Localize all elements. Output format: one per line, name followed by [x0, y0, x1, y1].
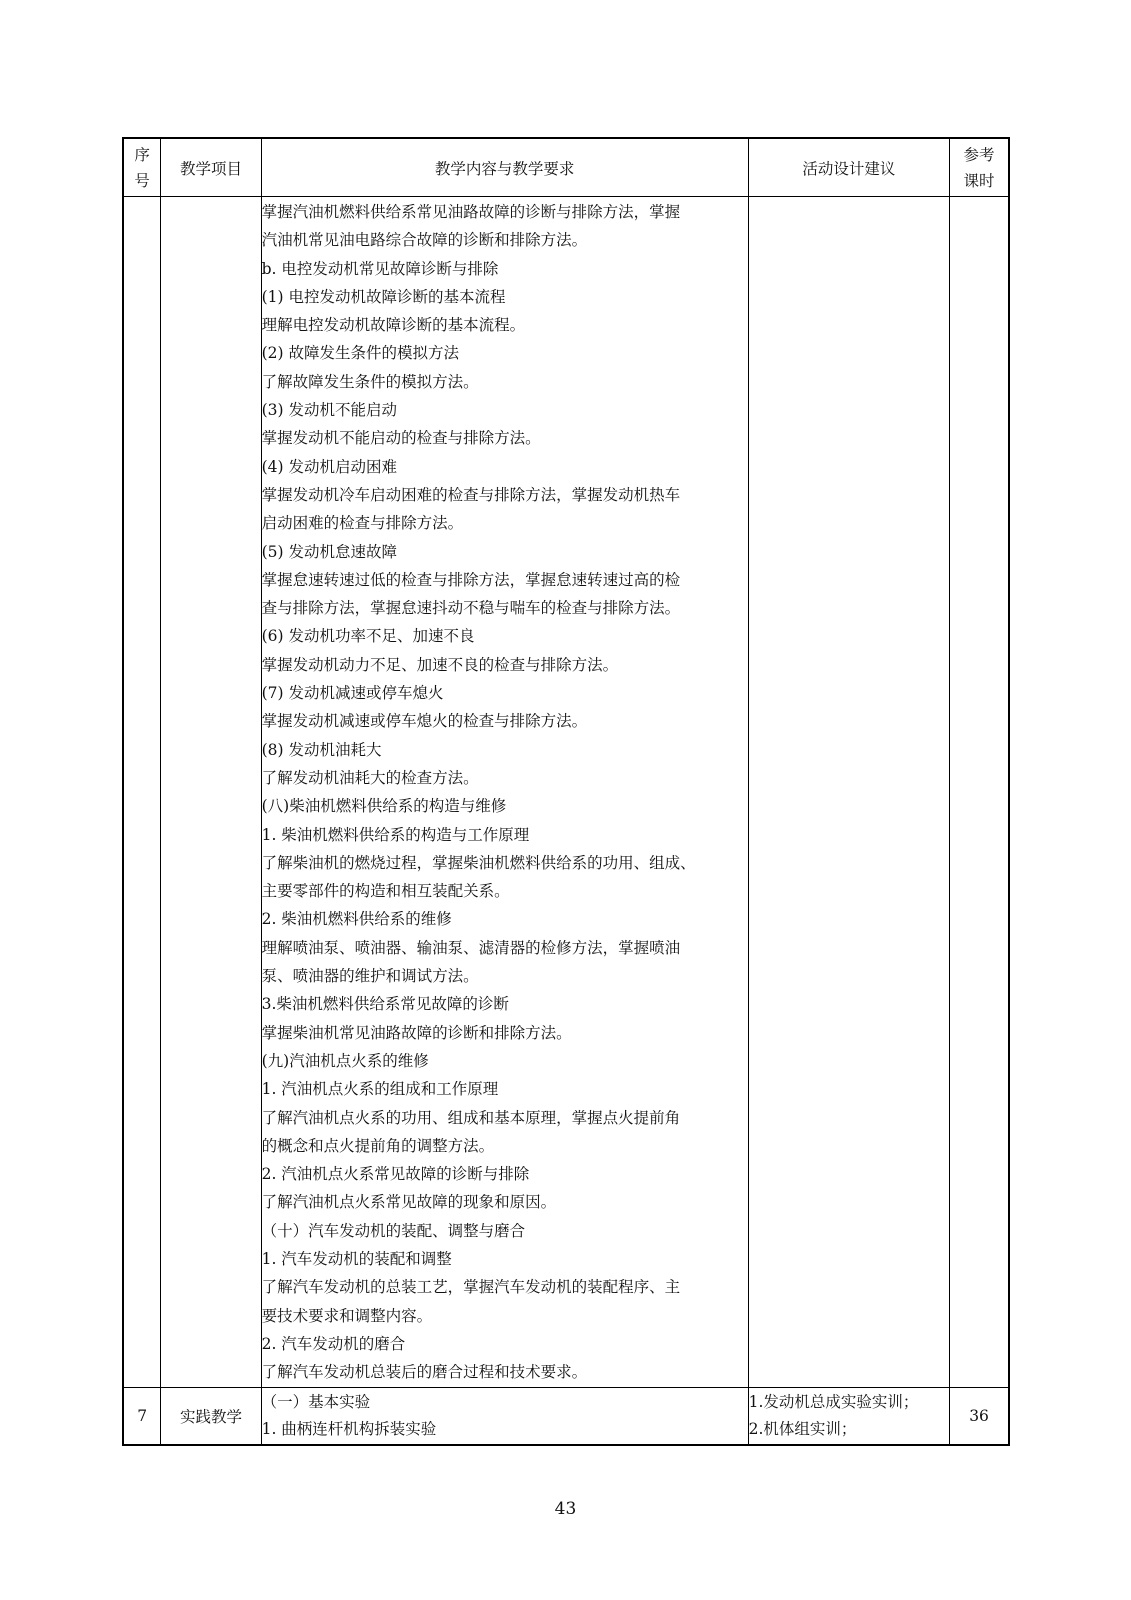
content-line: 2. 汽油机点火系常见故障的诊断与排除 [261, 1165, 530, 1184]
content-line: 掌握发动机动力不足、加速不良的检查与排除方法。 [261, 655, 619, 674]
content-line: (1) 电控发动机故障诊断的基本流程 [261, 287, 506, 306]
content-lines [262, 198, 748, 1386]
content-line: 主要零部件的构造和相互装配关系。 [261, 882, 510, 901]
header-hours-line2: 课时 [963, 171, 995, 190]
header-seq-line1: 序 [134, 145, 150, 164]
content-line: 了解汽油机点火系常见故障的现象和原因。 [261, 1193, 557, 1212]
header-hours-line1: 参考 [963, 145, 995, 164]
content-line: 查与排除方法，掌握怠速抖动不稳与喘车的检查与排除方法。 [261, 599, 681, 618]
content-line: 掌握发动机不能启动的检查与排除方法。 [261, 429, 541, 448]
cell-hours-7: 36 [950, 1388, 1009, 1446]
content-line: 掌握怠速转速过低的检查与排除方法，掌握怠速转速过高的检 [261, 570, 681, 589]
content-line: 泵、喷油器的维护和调试方法。 [261, 967, 479, 986]
header-seq-line2: 号 [134, 171, 150, 190]
content-line: （一）基本实验 [261, 1393, 371, 1412]
content-line: 1. 曲柄连杆机构拆装实验 [261, 1420, 437, 1439]
header-row [123, 138, 1009, 197]
activity-lines-7 [749, 1389, 950, 1443]
table-row-continued [123, 197, 1009, 1388]
content-line: 1. 汽车发动机的装配和调整 [261, 1249, 452, 1268]
content-line: 1. 柴油机燃料供给系的构造与工作原理 [261, 825, 530, 844]
content-line: 掌握发动机冷车启动困难的检查与排除方法，掌握发动机热车 [261, 485, 681, 504]
content-line: 1.发动机总成实验实训； [748, 1393, 919, 1412]
content-line: 了解汽车发动机总装后的磨合过程和技术要求。 [261, 1363, 588, 1382]
content-line: 理解喷油泵、喷油器、输油泵、滤清器的检修方法，掌握喷油 [261, 938, 681, 957]
content-line: 汽油机常见油电路综合故障的诊断和排除方法。 [261, 231, 588, 250]
content-line: 了解汽车发动机的总装工艺，掌握汽车发动机的装配程序、主 [261, 1278, 681, 1297]
content-line: (八)柴油机燃料供给系的构造与维修 [261, 797, 507, 816]
header-activity: 活动设计建议 [748, 138, 950, 197]
content-line: (7) 发动机减速或停车熄火 [261, 684, 444, 703]
content-line: 掌握发动机减速或停车熄火的检查与排除方法。 [261, 712, 588, 731]
page-number: 43 [554, 1499, 577, 1519]
cell-seq [123, 197, 161, 1388]
content-line: 理解电控发动机故障诊断的基本流程。 [261, 316, 526, 335]
syllabus-table [122, 137, 1010, 1446]
cell-seq-7: 7 [123, 1388, 161, 1446]
content-line: (3) 发动机不能启动 [261, 401, 397, 420]
cell-project [161, 197, 261, 1388]
cell-content-7 [261, 1388, 748, 1446]
content-line: (4) 发动机启动困难 [261, 457, 397, 476]
header-content: 教学内容与教学要求 [261, 138, 748, 197]
content-line: 的概念和点火提前角的调整方法。 [261, 1136, 495, 1155]
content-line: 1. 汽油机点火系的组成和工作原理 [261, 1080, 499, 1099]
content-line: 3.柴油机燃料供给系常见故障的诊断 [261, 995, 509, 1014]
header-hours [950, 138, 1009, 197]
content-line: 了解发动机油耗大的检查方法。 [261, 768, 479, 787]
cell-hours [950, 197, 1009, 1388]
header-seq [123, 138, 161, 197]
content-line: 掌握柴油机常见油路故障的诊断和排除方法。 [261, 1023, 572, 1042]
content-line: 2.机体组实训； [748, 1420, 857, 1439]
content-line: 启动困难的检查与排除方法。 [261, 514, 464, 533]
content-line: (九)汽油机点火系的维修 [261, 1051, 429, 1070]
content-line: 了解故障发生条件的模拟方法。 [261, 372, 479, 391]
content-line: 了解汽油机点火系的功用、组成和基本原理，掌握点火提前角 [261, 1108, 681, 1127]
table-row-7 [123, 1388, 1009, 1446]
content-line: (6) 发动机功率不足、加速不良 [261, 627, 475, 646]
content-line: b. 电控发动机常见故障诊断与排除 [261, 259, 499, 278]
content-line: 2. 柴油机燃料供给系的维修 [261, 910, 452, 929]
cell-activity-7 [748, 1388, 950, 1446]
header-project: 教学项目 [161, 138, 261, 197]
content-lines-7 [262, 1389, 748, 1443]
content-line: （十）汽车发动机的装配、调整与磨合 [261, 1221, 526, 1240]
cell-content [261, 197, 748, 1388]
content-line: 掌握汽油机燃料供给系常见油路故障的诊断与排除方法，掌握 [261, 203, 681, 221]
content-line: 2. 汽车发动机的磨合 [261, 1334, 406, 1353]
content-line: 了解柴油机的燃烧过程，掌握柴油机燃料供给系的功用、组成、 [261, 853, 696, 872]
content-line: 要技术要求和调整内容。 [261, 1306, 433, 1325]
content-line: (5) 发动机怠速故障 [261, 542, 397, 561]
cell-project-7: 实践教学 [161, 1388, 261, 1446]
cell-activity [748, 197, 950, 1388]
content-line: (8) 发动机油耗大 [261, 740, 382, 759]
content-line: (2) 故障发生条件的模拟方法 [261, 344, 459, 363]
